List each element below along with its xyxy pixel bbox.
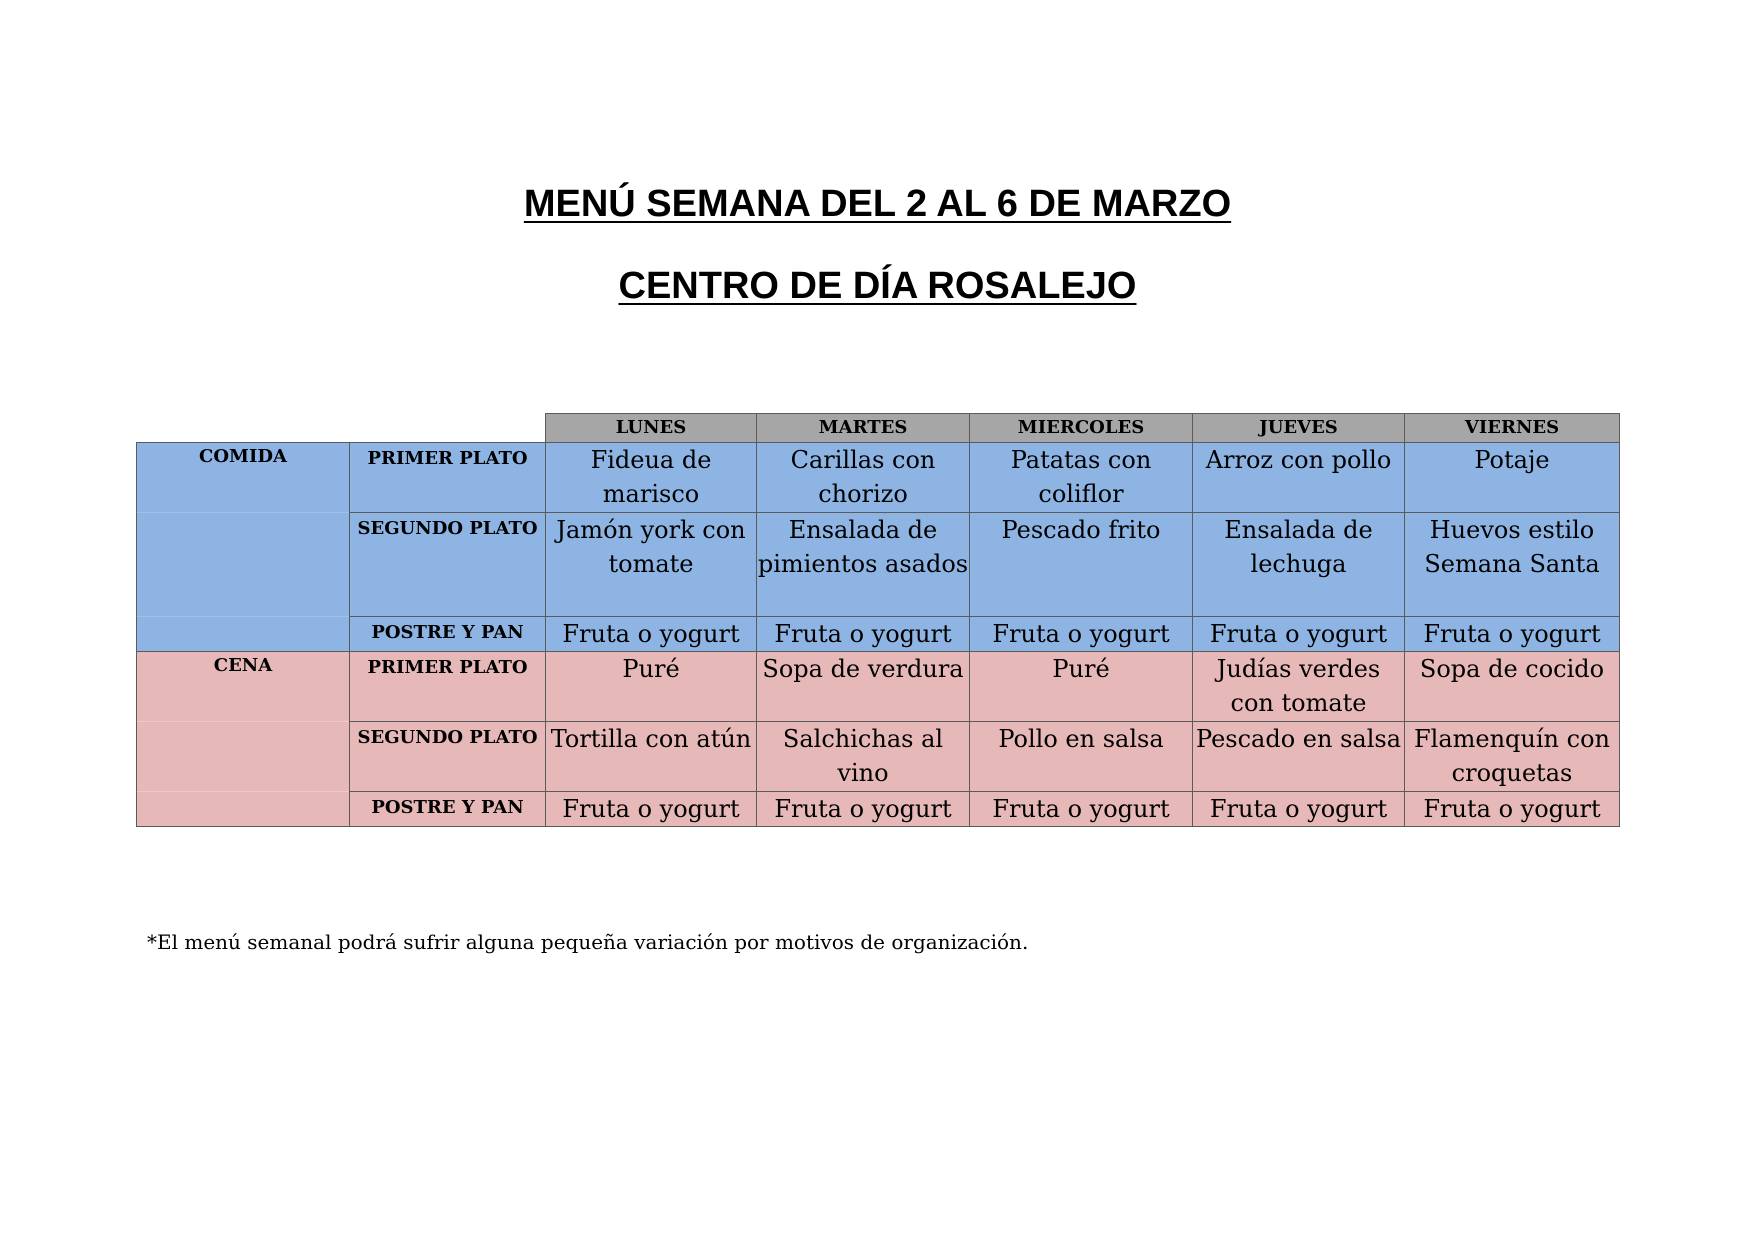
- day-header-row: [137, 414, 1620, 443]
- dish-cell: Pescado frito: [970, 513, 1193, 617]
- dish-cell: Fideua de marisco: [546, 443, 757, 513]
- dish-cell: Pollo en salsa: [970, 722, 1193, 792]
- dish-cell: Fruta o yogurt: [546, 617, 757, 652]
- dish-cell: Potaje: [1405, 443, 1620, 513]
- meal-label: CENA: [137, 652, 350, 722]
- dish-cell: Fruta o yogurt: [546, 792, 757, 827]
- dish-cell: Flamenquín con croquetas: [1405, 722, 1620, 792]
- course-label: PRIMER PLATO: [350, 652, 546, 722]
- day-header: MARTES: [757, 414, 970, 443]
- dish-cell: Fruta o yogurt: [970, 792, 1193, 827]
- page-subtitle: CENTRO DE DÍA ROSALEJO: [618, 265, 1137, 307]
- meal-label-continuation: [137, 722, 350, 792]
- table-row: [137, 443, 1620, 513]
- dish-cell: Jamón york con tomate: [546, 513, 757, 617]
- course-label: SEGUNDO PLATO: [350, 722, 546, 792]
- dish-cell: Fruta o yogurt: [1193, 617, 1405, 652]
- dish-cell: Ensalada de lechuga: [1193, 513, 1405, 617]
- blank-cell: [350, 414, 546, 443]
- day-header: VIERNES: [1405, 414, 1620, 443]
- dish-cell: Fruta o yogurt: [970, 617, 1193, 652]
- dish-cell: Fruta o yogurt: [1405, 617, 1620, 652]
- table-row: [137, 513, 1620, 617]
- dish-cell: Puré: [546, 652, 757, 722]
- table-row: [137, 722, 1620, 792]
- day-header: JUEVES: [1193, 414, 1405, 443]
- dish-cell: Fruta o yogurt: [757, 617, 970, 652]
- course-label: POSTRE Y PAN: [350, 617, 546, 652]
- meal-label-continuation: [137, 513, 350, 617]
- dish-cell: Fruta o yogurt: [1193, 792, 1405, 827]
- dish-cell: Huevos estilo Semana Santa: [1405, 513, 1620, 617]
- dish-cell: Patatas con coliflor: [970, 443, 1193, 513]
- dish-cell: Fruta o yogurt: [757, 792, 970, 827]
- dish-cell: Pescado en salsa: [1193, 722, 1405, 792]
- dish-cell: Sopa de verdura: [757, 652, 970, 722]
- dish-cell: Puré: [970, 652, 1193, 722]
- dish-cell: Carillas con chorizo: [757, 443, 970, 513]
- dish-cell: Salchichas al vino: [757, 722, 970, 792]
- meal-label-continuation: [137, 792, 350, 827]
- table-row: [137, 792, 1620, 827]
- dish-cell: Ensalada de pimientos asados: [757, 513, 970, 617]
- page-title: MENÚ SEMANA DEL 2 AL 6 DE MARZO: [523, 183, 1232, 225]
- course-label: POSTRE Y PAN: [350, 792, 546, 827]
- dish-cell: Judías verdes con tomate: [1193, 652, 1405, 722]
- meal-label-continuation: [137, 617, 350, 652]
- day-header: LUNES: [546, 414, 757, 443]
- menu-table: [136, 413, 1620, 827]
- dish-cell: Arroz con pollo: [1193, 443, 1405, 513]
- footnote: *El menú semanal podrá sufrir alguna pequeña variación por motivos de organización.: [147, 930, 1029, 954]
- course-label: PRIMER PLATO: [350, 443, 546, 513]
- table-row: [137, 617, 1620, 652]
- dish-cell: Sopa de cocido: [1405, 652, 1620, 722]
- dish-cell: Fruta o yogurt: [1405, 792, 1620, 827]
- blank-cell: [137, 414, 350, 443]
- dish-cell: Tortilla con atún: [546, 722, 757, 792]
- meal-label: COMIDA: [137, 443, 350, 513]
- table-row: [137, 652, 1620, 722]
- day-header: MIERCOLES: [970, 414, 1193, 443]
- course-label: SEGUNDO PLATO: [350, 513, 546, 617]
